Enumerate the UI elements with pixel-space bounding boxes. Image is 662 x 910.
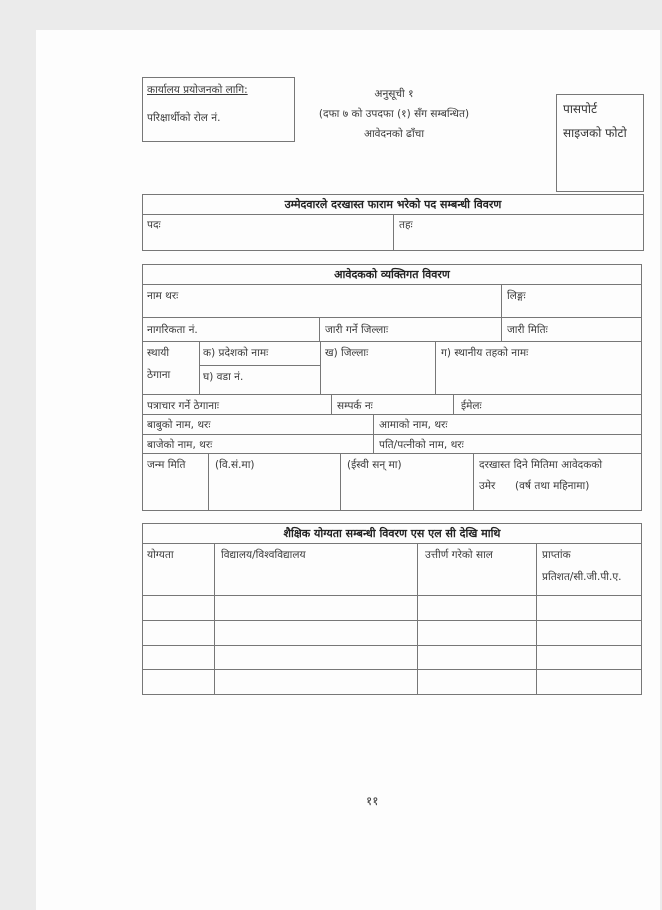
office-use-box: [142, 77, 295, 142]
post-section-heading: उम्मेदवारले दरखास्त फाराम भरेको पद सम्बन्धी विवरण: [284, 198, 502, 211]
mother-name-label: आमाको नाम, थरः: [379, 419, 448, 431]
name-label: नाम थरः: [147, 290, 179, 302]
col-qualification: योग्यता: [147, 549, 174, 561]
age-label-2: उमेर: [479, 480, 496, 492]
issued-date-label: जारी मितिः: [507, 324, 548, 336]
post-label: पदः: [147, 219, 161, 231]
post-section: [142, 194, 644, 251]
photo-box: [556, 94, 644, 192]
personal-section: [142, 264, 642, 511]
local-level-label: ग) स्थानीय तहको नामः: [441, 347, 529, 359]
permanent-address-label-1: स्थायी: [147, 347, 170, 359]
age-label-3: (वर्ष तथा महिनामा): [515, 480, 590, 492]
spouse-name-label: पति/पत्नीको नाम, थरः: [379, 439, 464, 451]
clause-label: (दफा ७ को उपदफा (१) सँग सम्बन्धित): [318, 108, 470, 120]
photo-label-2: साइजको फोटो: [563, 126, 627, 140]
citizenship-number-label: नागरिकता नं.: [147, 324, 198, 336]
contact-number-label: सम्पर्क नः: [337, 400, 373, 412]
issued-district-label: जारी गर्ने जिल्लाः: [325, 324, 389, 336]
age-label-1: दरखास्त दिने मितिमा आवेदकको: [479, 459, 603, 471]
roll-number-label: परिक्षार्थीको रोल नं.: [147, 112, 221, 124]
level-label: तहः: [399, 219, 413, 231]
col-institution: विद्यालय/विश्वविद्यालय: [221, 549, 306, 561]
education-section: [142, 523, 642, 695]
col-passed-year: उत्तीर्ण गरेको साल: [425, 549, 493, 561]
form-title: आवेदनको ढाँचा: [363, 128, 425, 140]
province-label: क) प्रदेशको नामः: [203, 347, 269, 359]
photo-label-1: पासपोर्ट: [563, 102, 598, 116]
gender-label: लिङ्गः: [507, 290, 526, 302]
page-number: ११: [366, 794, 379, 808]
dob-ad-label: (ईस्वी सन् मा): [347, 459, 402, 471]
col-marks-line2: प्रतिशत/सी.जी.पी.ए.: [542, 571, 622, 583]
office-use-title: कार्यालय प्रयोजनको लागि:: [147, 84, 248, 96]
form-page: [36, 30, 660, 910]
education-section-heading: शैक्षिक योग्यता सम्बन्धी विवरण एस एल सी देखि माथि: [283, 527, 501, 540]
father-name-label: बाबुको नाम, थरः: [147, 419, 211, 431]
col-marks: प्राप्तांक: [542, 549, 571, 561]
email-label: ईमेलः: [461, 400, 482, 412]
grandfather-name-label: बाजेको नाम, थरः: [147, 439, 213, 451]
schedule-label: अनुसूची १: [374, 88, 414, 100]
mailing-address-label: पत्राचार गर्ने ठेगानाः: [147, 400, 219, 412]
dob-bs-label: (वि.सं.मा): [215, 459, 255, 471]
district-label: ख) जिल्लाः: [325, 347, 369, 359]
permanent-address-label-2: ठेगाना: [147, 369, 171, 381]
personal-section-heading: आवेदकको व्यक्तिगत विवरण: [334, 268, 450, 281]
dob-label: जन्म मिति: [147, 459, 186, 471]
ward-label: घ) वडा नं.: [203, 371, 244, 383]
